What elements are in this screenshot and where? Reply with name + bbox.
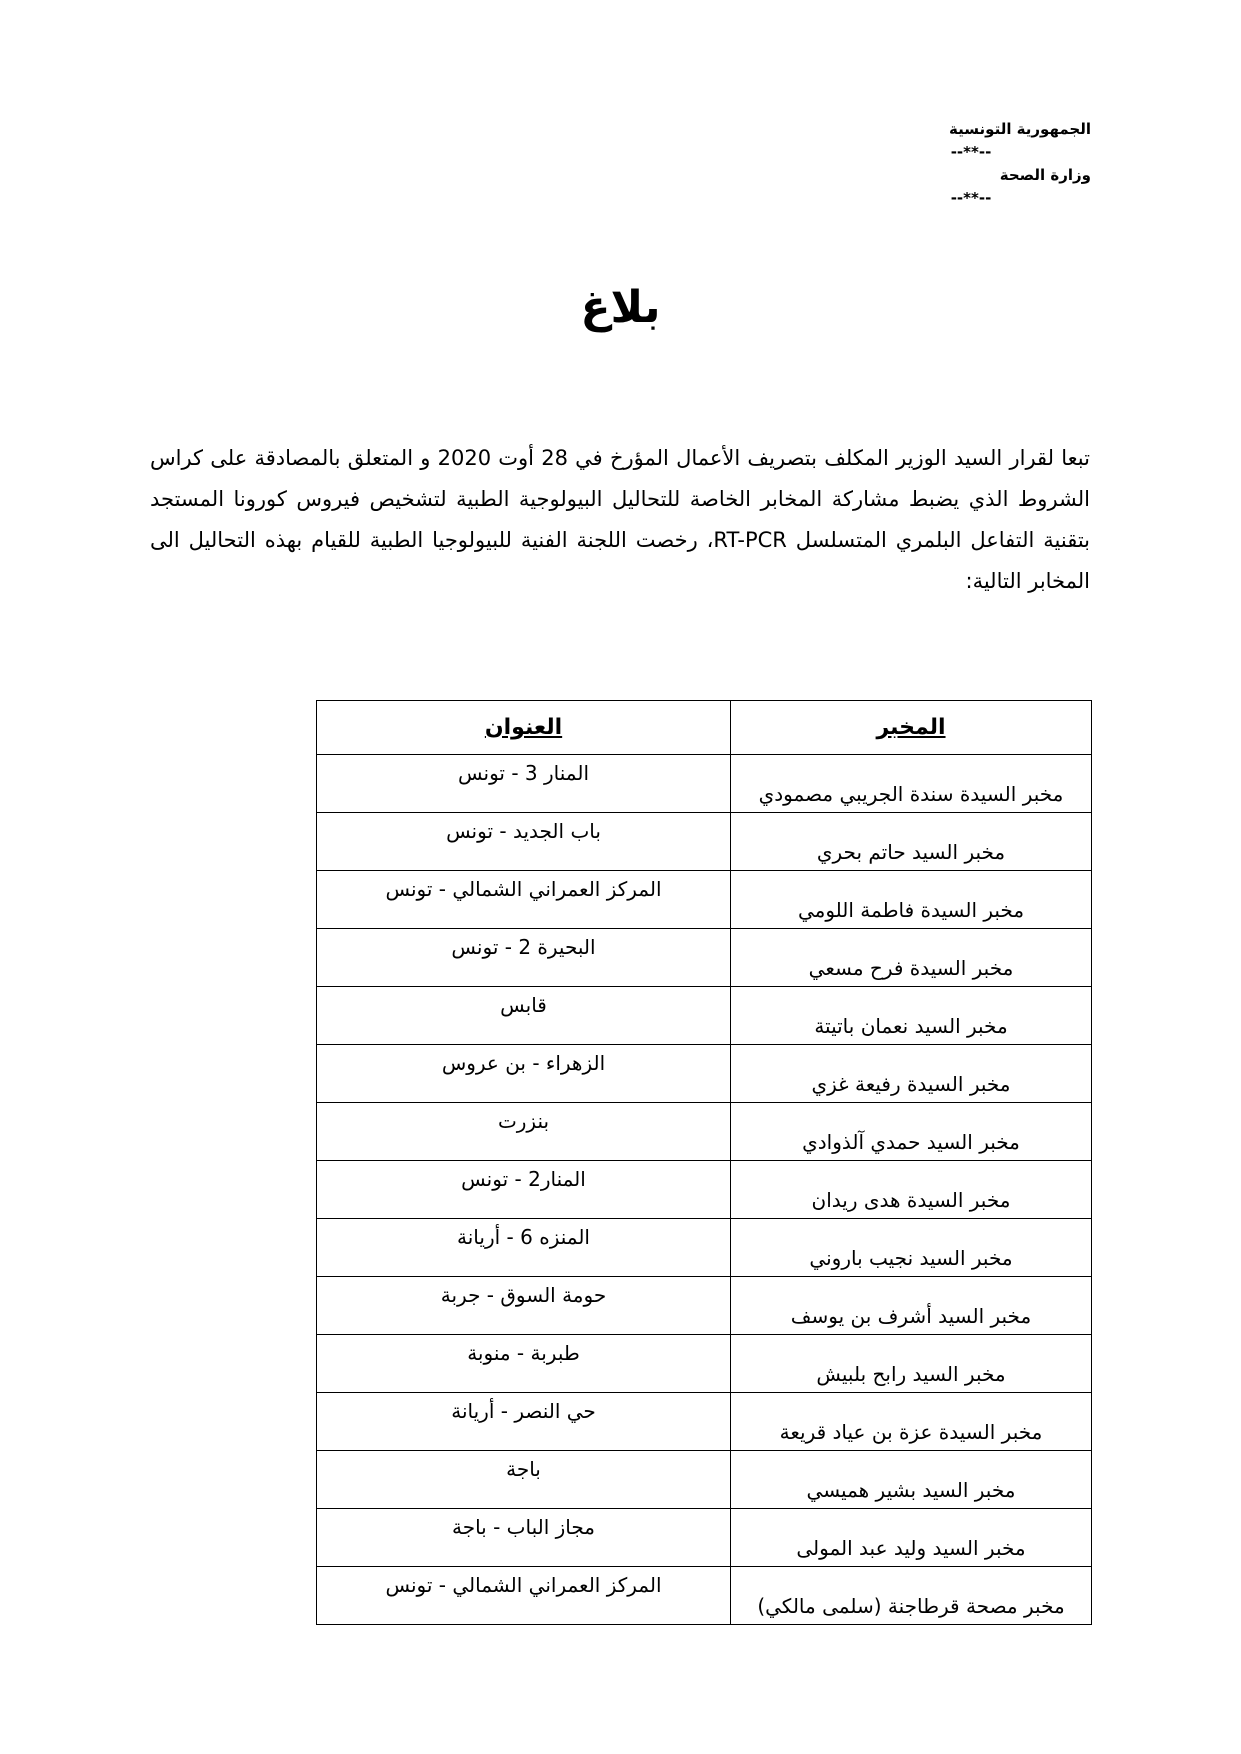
lab-name-cell: مخبر السيدة فرح مسعي bbox=[731, 929, 1092, 987]
lab-name-cell: مخبر السيد حمدي آلذوادي bbox=[731, 1103, 1092, 1161]
lab-column-header: المخبر bbox=[731, 701, 1092, 755]
table-row bbox=[317, 1335, 1092, 1393]
address-column-header: العنوان bbox=[317, 701, 731, 755]
table-row bbox=[317, 929, 1092, 987]
lab-address-cell: قابس bbox=[317, 987, 731, 1045]
ministry-name: وزارة الصحة bbox=[999, 166, 1091, 184]
lab-name-cell: مخبر السيدة هدى ريدان bbox=[731, 1161, 1092, 1219]
lab-address-cell: البحيرة 2 - تونس bbox=[317, 929, 731, 987]
lab-address-cell: المنزه 6 - أريانة bbox=[317, 1219, 731, 1277]
table-row bbox=[317, 1567, 1092, 1625]
table-row bbox=[317, 755, 1092, 813]
country-name: الجمهورية التونسية bbox=[949, 120, 1091, 138]
lab-name-cell: مخبر السيد نجيب باروني bbox=[731, 1219, 1092, 1277]
table-row bbox=[317, 1045, 1092, 1103]
lab-name-cell: مخبر السيد أشرف بن يوسف bbox=[731, 1277, 1092, 1335]
lab-address-cell: باب الجديد - تونس bbox=[317, 813, 731, 871]
header-separator: --**-- bbox=[950, 143, 992, 161]
lab-address-cell: المنار2 - تونس bbox=[317, 1161, 731, 1219]
table-row bbox=[317, 1103, 1092, 1161]
lab-address-cell: مجاز الباب - باجة bbox=[317, 1509, 731, 1567]
lab-name-cell: مخبر السيدة سندة الجريبي مصمودي bbox=[731, 755, 1092, 813]
lab-name-cell: مخبر السيد رابح بلبيش bbox=[731, 1335, 1092, 1393]
announcement-paragraph: تبعا لقرار السيد الوزير المكلف بتصريف الأعمال المؤرخ في 28 أوت 2020 و المتعلق بالمصادقة على كراس الشروط الذي يضبط مشاركة المخابر الخاصة للتحاليل البيولوجية الطبية لتشخيص فيروس كورونا المستجد بتقنية التفاعل البلمري المتسلسل RT-PCR، رخصت اللجنة الفنية للبيولوجيا الطبية للقيام بهذه التحاليل الى المخابر التالية: bbox=[150, 446, 1091, 593]
table-row bbox=[317, 987, 1092, 1045]
table-row bbox=[317, 871, 1092, 929]
document-header bbox=[851, 118, 1091, 210]
labs-table bbox=[316, 700, 1092, 1625]
lab-address-cell: المنار 3 - تونس bbox=[317, 755, 731, 813]
table-row bbox=[317, 1451, 1092, 1509]
table-row bbox=[317, 1161, 1092, 1219]
lab-address-cell: بنزرت bbox=[317, 1103, 731, 1161]
lab-name-cell: مخبر السيد نعمان باتيتة bbox=[731, 987, 1092, 1045]
table-header-row bbox=[317, 701, 1092, 755]
lab-address-cell: طبربة - منوبة bbox=[317, 1335, 731, 1393]
document-title: بلاغ bbox=[580, 282, 661, 333]
lab-address-cell: باجة bbox=[317, 1451, 731, 1509]
lab-address-cell: حومة السوق - جربة bbox=[317, 1277, 731, 1335]
lab-name-cell: مخبر السيد وليد عبد المولى bbox=[731, 1509, 1092, 1567]
table-row bbox=[317, 813, 1092, 871]
lab-name-cell: مخبر السيد حاتم بحري bbox=[731, 813, 1092, 871]
lab-address-cell: الزهراء - بن عروس bbox=[317, 1045, 731, 1103]
lab-name-cell: مخبر مصحة قرطاجنة (سلمى مالكي) bbox=[731, 1567, 1092, 1625]
table-row bbox=[317, 1393, 1092, 1451]
header-separator: --**-- bbox=[950, 189, 992, 207]
table-row bbox=[317, 1277, 1092, 1335]
table-row bbox=[317, 1219, 1092, 1277]
labs-table-body bbox=[317, 755, 1092, 1625]
lab-name-cell: مخبر السيدة عزة بن عياد قريعة bbox=[731, 1393, 1092, 1451]
lab-name-cell: مخبر السيد بشير هميسي bbox=[731, 1451, 1092, 1509]
lab-name-cell: مخبر السيدة فاطمة اللومي bbox=[731, 871, 1092, 929]
lab-address-cell: المركز العمراني الشمالي - تونس bbox=[317, 1567, 731, 1625]
lab-address-cell: المركز العمراني الشمالي - تونس bbox=[317, 871, 731, 929]
table-row bbox=[317, 1509, 1092, 1567]
lab-address-cell: حي النصر - أريانة bbox=[317, 1393, 731, 1451]
lab-name-cell: مخبر السيدة رفيعة غزي bbox=[731, 1045, 1092, 1103]
